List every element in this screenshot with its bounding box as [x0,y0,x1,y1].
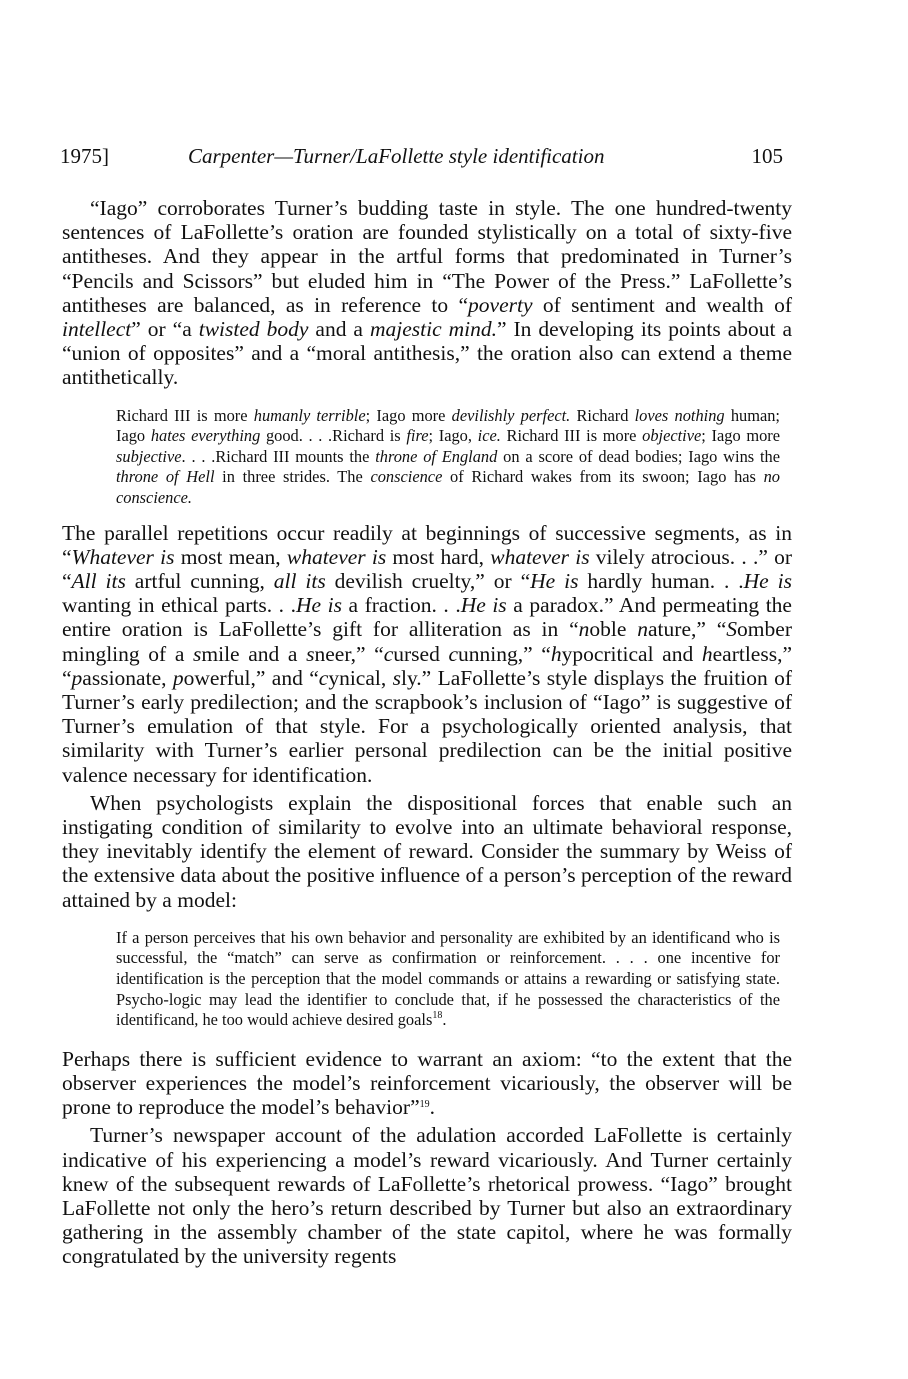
footnote-ref-18: 18 [432,1010,443,1022]
paragraph-iago-style: “Iago” corroborates Turner’s budding taste in style. The one hundred-twenty sentences of LaFollette’s oration are founded stylistically on a total of sixty-five antitheses. And they appear in the artful forms that predominated in Turner’s “Pencils and Scissors” but eluded him in “The Power of the Press.” LaFollette’s antitheses are balanced, as in reference to “poverty of sentiment and wealth of intellect” or “a twisted body and a majestic mind.” In developing its points about a “union of opposites” and a “moral antithesis,” the oration also can extend a theme antithetically. [62,196,793,390]
paragraph-reward: When psychologists explain the dispositional forces that enable such an instigating condition of similarity to evolve into an ultimate behavioral response, they inevitably identify the element of reward. Consider the summary by Weiss of the extensive data about the positive influence of a person’s perception of the reward attained by a model: [62,790,792,912]
paragraph-axiom: Perhaps there is sufficient evidence to warrant an axiom: “to the extent that the observer experiences the model’s reinforcement vicariously, the observer will be prone to reproduce the model’s behavior”$^{19}$. [62,1046,792,1120]
running-title: Carpenter—Turner/LaFollette style identification [188,144,605,168]
page-number: 105 [751,144,783,168]
paragraph-parallel-repetitions: The parallel repetitions occur readily at beginnings of successive segments, as in “Whatever is most mean, whatever is most hard, whatever is vilely atrocious. . .” or “All its artful cunning, all its devilish cruelty,” or “He is hardly human. . .He is wanting in ethical parts. . .He is a fraction. . .He is a paradox.” And permeating the entire oration is LaFollette’s gift for alliteration as in “noble nature,” “Somber mingling of a smile and a sneer,” “cursed cunning,” “hypocritical and heartless,” “passionate, powerful,” and “cynical, sly.” LaFollette’s style displays the fruition of Turner’s early predilection; and the scrapbook’s inclusion of “Iago” is suggestive of Turner’s emulation of that style. For a psychologically oriented analysis, that similarity with Turner’s earlier personal predilection can be the initial positive valence necessary for identification. [62,520,792,787]
paragraph-newspaper-account: Turner’s newspaper account of the adulation accorded LaFollette is certainly indicative of his experiencing a model’s reward vicariously. And Turner certainly knew of the subsequent rewards of LaFollette’s rhetorical prowess. “Iago” brought LaFollette not only the hero’s return described by Turner but also an extraordinary gathering in the assembly chamber of the state capitol, where he was formally congratulated by the university regents [62,1123,792,1269]
block-quote-richard-iago: Richard III is more humanly terrible; Iago more devilishly perfect. Richard loves nothing human; Iago hates everything good. . . .Richard is fire; Iago, ice. Richard III is more objective; Iago more subjective. . . .Richard III mounts the throne of England on a score of dead bodies; Iago wins the throne of Hell in three strides. The conscience of Richard wakes from its swoon; Iago has no conscience. [116,405,780,507]
footnote-ref-19: 19 [419,1099,430,1111]
volume-year: 1975] [60,144,109,168]
article-body [62,196,792,1269]
running-header [60,143,783,171]
block-quote-weiss: If a person perceives that his own behavior and personality are exhibited by an identificand who is successful, the “match” can serve as confirmation or reinforcement. . . . one incentive for identification is the perception that the model commands or attains a rewarding or satisfying state. Psycho-logic may lead the identifier to conclude that, if he possessed the characteristics of the identificand, he too would achieve desired goals$^{18}$. [116,927,780,1030]
